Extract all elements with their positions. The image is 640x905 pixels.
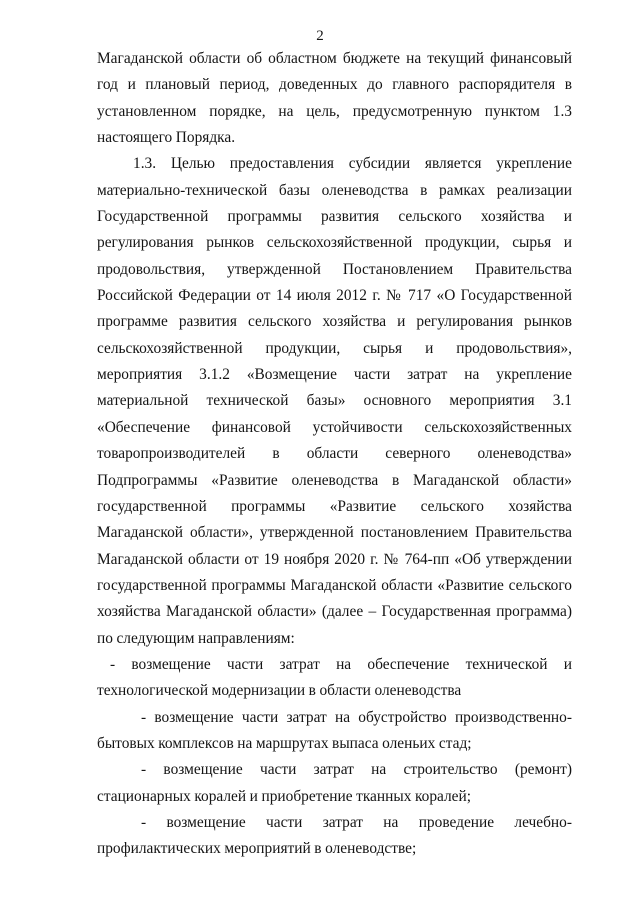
- document-body: [97, 46, 572, 863]
- list-item-veterinary-measures: - возмещение части затрат на проведение лечебно-профилактических мероприятий в оленеводстве;: [97, 813, 572, 858]
- paragraph-1-3-purpose: 1.3. Целью предоставления субсидии является укрепление материально-технической базы оленеводства в рамках реализации Государственной программы развития сельского хозяйства и регулирования рынков сельскохозяйственной продукции, сырья и продовольствия, утвержденной Постановлением Правительства Российской Федерации от 14 июля 2012 г. № 717 «О Государственной программе развития сельского хозяйства и регулирования рынков сельскохозяйственной продукции, сырья и продовольствия», мероприятия 3.1.2 «Возмещение части затрат на укрепление материальной технической базы» основного мероприятия 3.1 «Обеспечение финансовой устойчивости сельскохозяйственных товаропроизводителей в области северного оленеводства» Подпрограммы «Развитие оленеводства в Магаданской области» государственной программы «Развитие сельского хозяйства Магаданской области», утвержденной постановлением Правительства Магаданской области от 19 ноября 2020 г. № 764-пп «Об утверждении государственной программы Магаданской области «Развитие сельского хозяйства Магаданской области» (далее – Государственная программа) по следующим направлениям:: [97, 155, 572, 647]
- page-number: 2: [316, 28, 324, 44]
- list-item-corrals: - возмещение части затрат на строительство (ремонт) стационарных коралей и приобретение тканных коралей;: [97, 761, 572, 805]
- list-item-modernization: - возмещение части затрат на обеспечение технической и технологической модернизации в области оленеводства: [97, 655, 572, 700]
- paragraph-continuation: Магаданской области об областном бюджете на текущий финансовый год и плановый период, доведенных до главного распорядителя в установленном порядке, на цель, предусмотренную пунктом 1.3 настоящего Порядка.: [97, 50, 572, 147]
- list-item-production-complexes: - возмещение части затрат на обустройство производственно-бытовых комплексов на маршрутах выпаса оленьих стад;: [97, 708, 572, 752]
